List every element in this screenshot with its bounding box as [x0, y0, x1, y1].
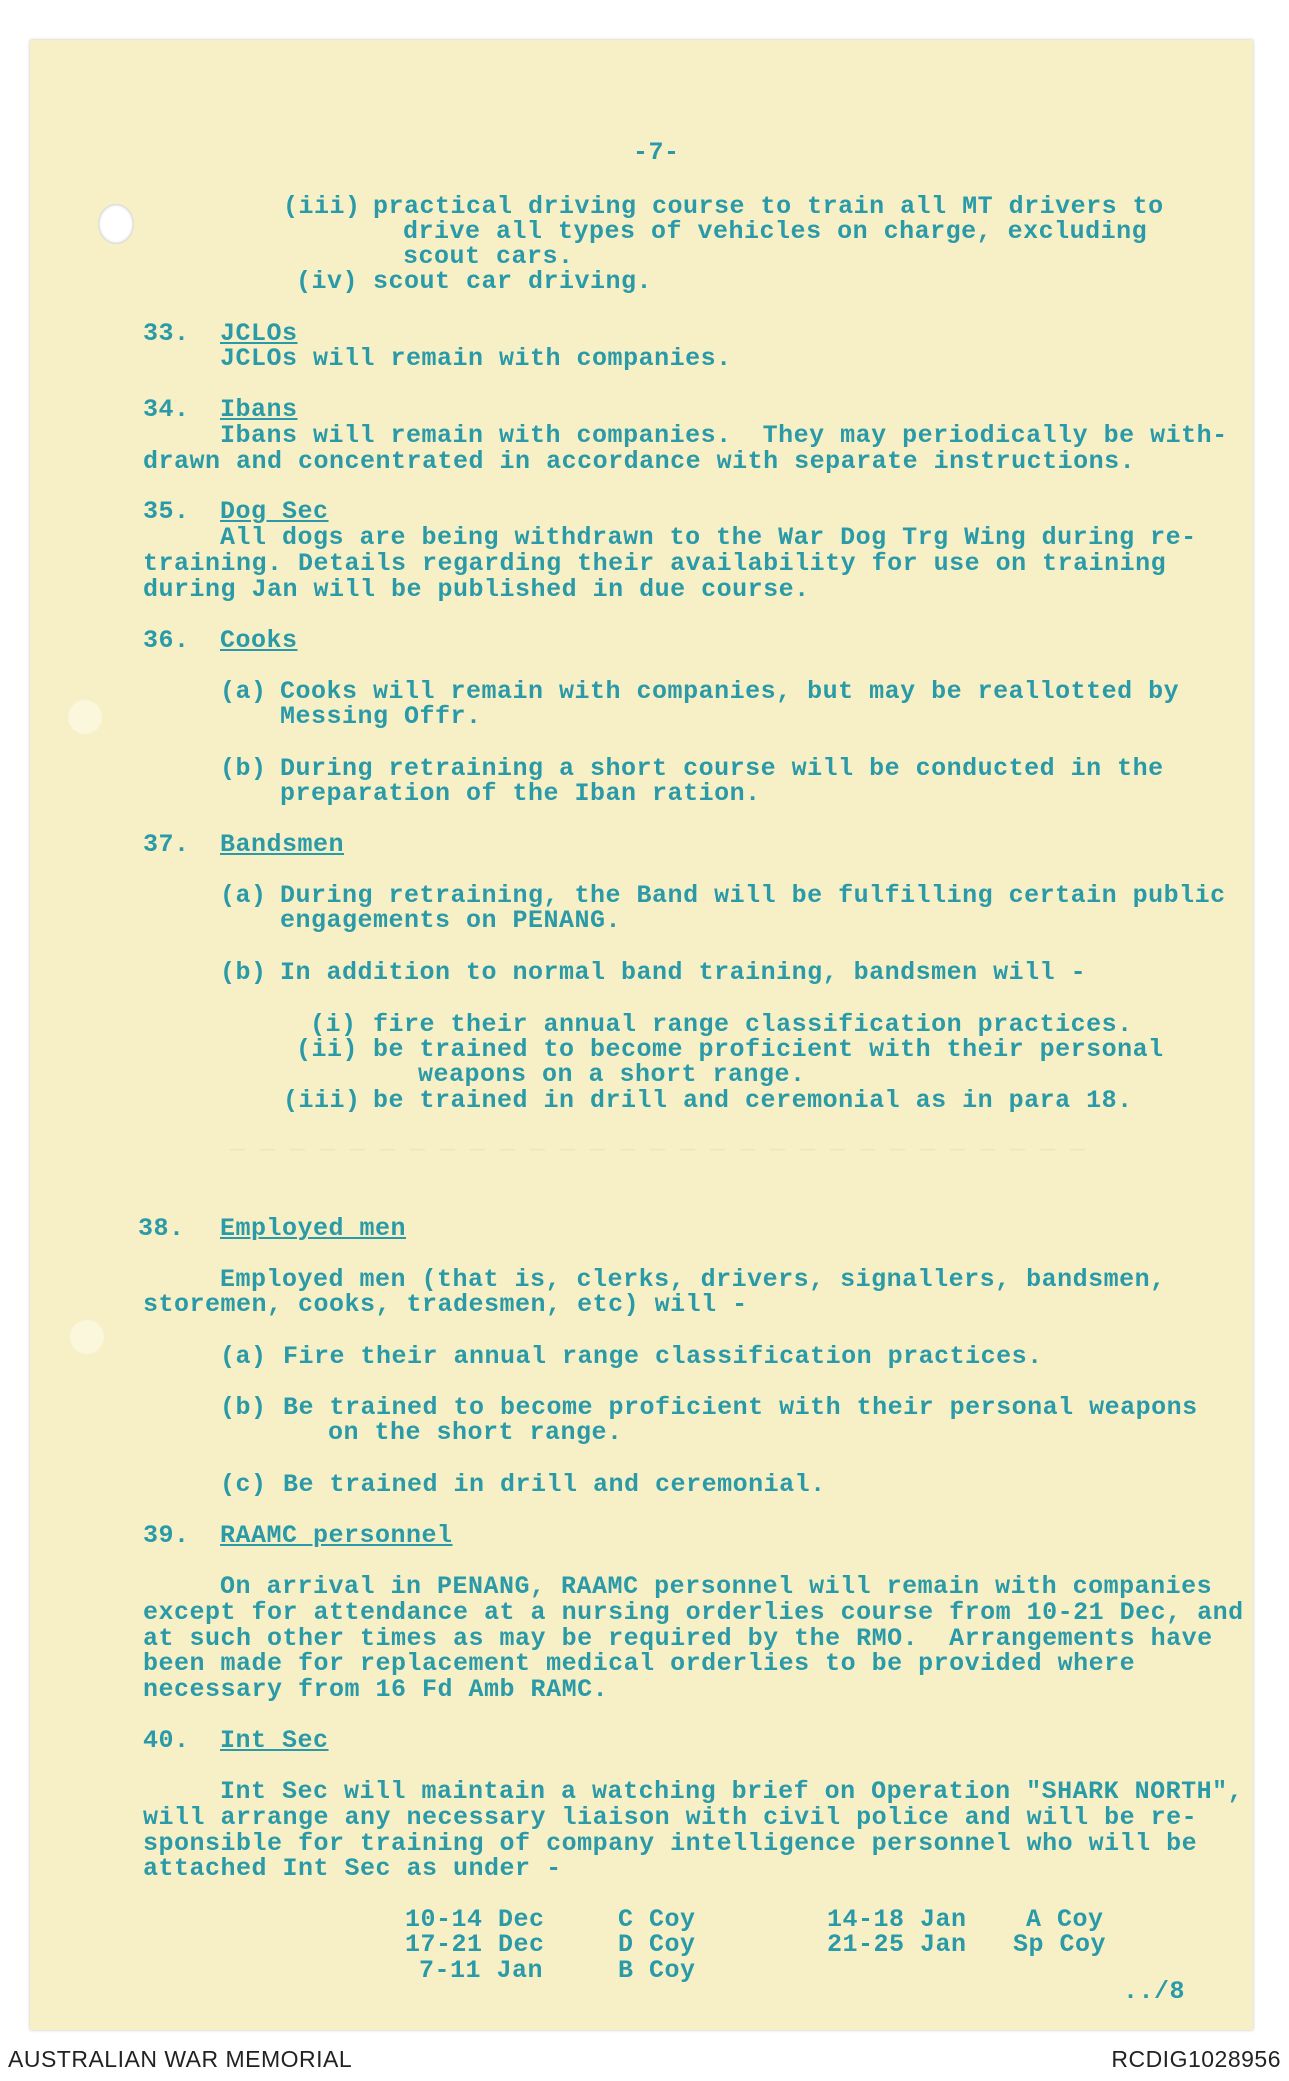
sub-label: (b): [220, 754, 267, 783]
item-label: (i): [310, 1010, 357, 1039]
para-text: training. Details regarding their availability for use on training: [143, 549, 1167, 578]
para-text: storemen, cooks, tradesmen, etc) will -: [143, 1290, 748, 1319]
para-number: 40.: [143, 1726, 190, 1755]
sub-label: (b): [220, 1393, 267, 1422]
para-number: 39.: [143, 1521, 190, 1550]
para-text: Employed men (that is, clerks, drivers, signallers, bandsmen,: [220, 1265, 1166, 1294]
sub-label: (a): [220, 881, 267, 910]
para-text: On arrival in PENANG, RAAMC personnel will remain with companies: [220, 1572, 1213, 1601]
sub-label: (b): [220, 958, 267, 987]
continuation-marker: ../8: [1123, 1977, 1186, 2006]
para-text: sponsible for training of company intelligence personnel who will be: [143, 1829, 1198, 1858]
para-text: All dogs are being withdrawn to the War Dog Trg Wing during re-: [220, 523, 1197, 552]
para-text: necessary from 16 Fd Amb RAMC.: [143, 1675, 609, 1704]
para-heading: RAAMC personnel: [220, 1521, 453, 1550]
item-text: scout cars.: [403, 242, 574, 271]
para-text: drawn and concentrated in accordance with separate instructions.: [143, 447, 1136, 476]
para-heading: Bandsmen: [220, 830, 345, 859]
item-text: drive all types of vehicles on charge, excluding: [403, 217, 1148, 246]
item-label: (iii): [283, 1086, 361, 1115]
schedule-dates: 10-14 Dec: [405, 1905, 545, 1934]
para-text: during Jan will be published in due course.: [143, 575, 810, 604]
para-text: except for attendance at a nursing orderlies course from 10-21 Dec, and: [143, 1598, 1244, 1627]
paper-blemish: [68, 700, 102, 734]
sub-label: (a): [220, 677, 267, 706]
para-text: will arrange any necessary liaison with civil police and will be re-: [143, 1803, 1198, 1832]
item-text: be trained in drill and ceremonial as in para 18.: [373, 1086, 1133, 1115]
para-heading: Int Sec: [220, 1726, 329, 1755]
item-label: (iv): [296, 267, 359, 296]
para-text: on the short range.: [328, 1418, 623, 1447]
para-text: In addition to normal band training, bandsmen will -: [280, 958, 1087, 987]
para-text: Ibans will remain with companies. They may periodically be with-: [220, 421, 1228, 450]
para-text: JCLOs will remain with companies.: [220, 344, 732, 373]
para-heading: Cooks: [220, 626, 298, 655]
item-label: (iii): [283, 192, 361, 221]
item-text: be trained to become proficient with their personal: [373, 1035, 1164, 1064]
archive-footer-right: RCDIG1028956: [1111, 2046, 1281, 2072]
para-number: 36.: [143, 626, 190, 655]
para-text: Fire their annual range classification practices.: [283, 1342, 1043, 1371]
para-text: Cooks will remain with companies, but may be reallotted by: [280, 677, 1180, 706]
schedule-dates: 21-25 Jan: [827, 1930, 967, 1959]
para-text: Be trained to become proficient with their personal weapons: [283, 1393, 1198, 1422]
bleed-through-text: — — — — — — — — — — — — — — — — — — — — — — — — — — — — —: [230, 1135, 1086, 1164]
schedule-dates: 7-11 Jan: [419, 1956, 544, 1985]
para-text: at such other times as may be required by the RMO. Arrangements have: [143, 1624, 1213, 1653]
item-text: weapons on a short range.: [418, 1060, 806, 1089]
schedule-company: A Coy: [1026, 1905, 1104, 1934]
para-heading: Dog Sec: [220, 497, 329, 526]
item-text: practical driving course to train all MT drivers to: [373, 192, 1164, 221]
para-heading: Ibans: [220, 395, 298, 424]
schedule-company: D Coy: [618, 1930, 696, 1959]
para-text: Messing Offr.: [280, 702, 482, 731]
para-text: attached Int Sec as under -: [143, 1854, 562, 1883]
para-text: During retraining, the Band will be fulfilling certain public: [280, 881, 1226, 910]
punch-hole-icon: [98, 204, 134, 244]
para-heading: Employed men: [220, 1214, 407, 1243]
para-number: 33.: [143, 319, 190, 348]
para-text: Be trained in drill and ceremonial.: [283, 1470, 826, 1499]
page-number: -7-: [633, 138, 680, 167]
schedule-dates: 17-21 Dec: [405, 1930, 545, 1959]
item-label: (ii): [296, 1035, 359, 1064]
schedule-company: Sp Coy: [1013, 1930, 1107, 1959]
para-text: been made for replacement medical orderlies to be provided where: [143, 1649, 1136, 1678]
para-text: Int Sec will maintain a watching brief on Operation "SHARK NORTH",: [220, 1777, 1244, 1806]
item-text: scout car driving.: [373, 267, 653, 296]
paper-blemish: [70, 1320, 104, 1354]
para-number: 34.: [143, 395, 190, 424]
schedule-company: C Coy: [618, 1905, 696, 1934]
schedule-company: B Coy: [618, 1956, 696, 1985]
para-text: During retraining a short course will be conducted in the: [280, 754, 1164, 783]
para-number: 38.: [138, 1214, 185, 1243]
para-text: engagements on PENANG.: [280, 906, 622, 935]
para-heading: JCLOs: [220, 319, 298, 348]
para-number: 35.: [143, 497, 190, 526]
schedule-dates: 14-18 Jan: [827, 1905, 967, 1934]
sub-label: (c): [220, 1470, 267, 1499]
item-text: fire their annual range classification practices.: [373, 1010, 1133, 1039]
sub-label: (a): [220, 1342, 267, 1371]
para-text: preparation of the Iban ration.: [280, 779, 761, 808]
para-number: 37.: [143, 830, 190, 859]
archive-footer-left: AUSTRALIAN WAR MEMORIAL: [8, 2046, 353, 2072]
